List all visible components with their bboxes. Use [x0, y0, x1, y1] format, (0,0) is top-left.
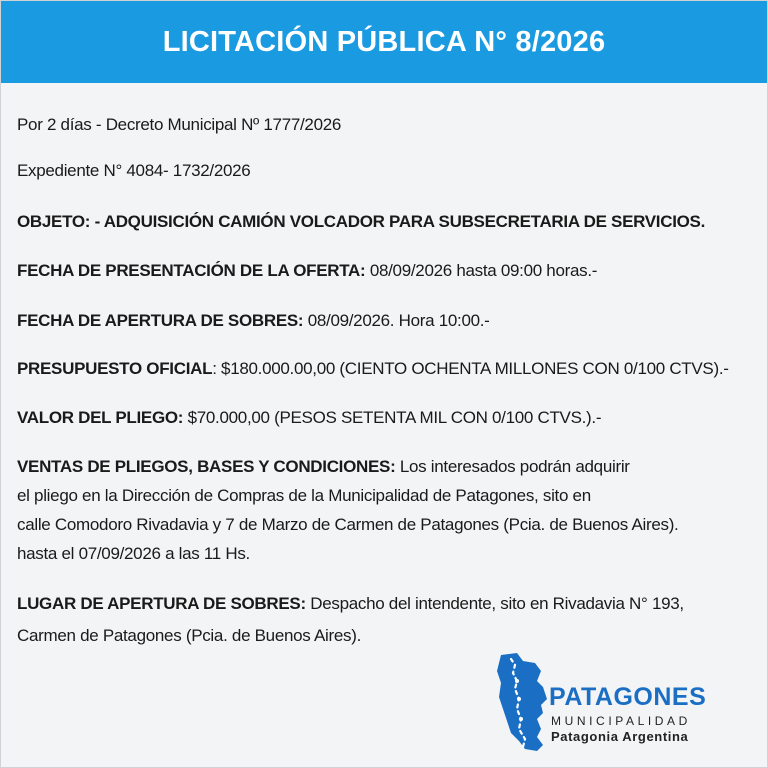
presentacion-value: 08/09/2026 hasta 09:00 horas.-: [365, 261, 598, 280]
apertura-line: [17, 309, 490, 333]
title-banner: [1, 1, 767, 83]
expediente-line: Expediente N° 4084- 1732/2026: [17, 161, 251, 180]
ventas-value-1: Los interesados podrán adquirir: [395, 457, 630, 476]
logo-region: Patagonia Argentina: [551, 729, 689, 744]
patagones-logo: [497, 653, 727, 753]
presentacion-line: [17, 259, 597, 283]
apertura-label: FECHA DE APERTURA DE SOBRES:: [17, 311, 304, 330]
lugar-label: LUGAR DE APERTURA DE SOBRES:: [17, 594, 306, 613]
logo-name: PATAGONES: [549, 683, 707, 711]
notice-title: LICITACIÓN PÚBLICA N° 8/2026: [162, 25, 606, 58]
ventas-line-4: hasta el 07/09/2026 a las 11 Hs.: [17, 544, 250, 563]
ventas-line-2: el pliego en la Dirección de Compras de la Municipalidad de Patagones, sito en: [17, 486, 591, 505]
lugar-line-2: Carmen de Patagones (Pcia. de Buenos Aires).: [17, 626, 361, 645]
lugar-line-1: [17, 592, 684, 616]
apertura-value: 08/09/2026. Hora 10:00.-: [303, 311, 490, 330]
pliego-value: $70.000,00 (PESOS SETENTA MIL CON 0/100 CTVS.).-: [183, 408, 602, 427]
pliego-label: VALOR DEL PLIEGO:: [17, 408, 184, 427]
pliego-line: [17, 406, 601, 430]
ventas-line-3: calle Comodoro Rivadavia y 7 de Marzo de Carmen de Patagones (Pcia. de Buenos Aires).: [17, 515, 679, 534]
presupuesto-value: : $180.000.00,00 (CIENTO OCHENTA MILLONES CON 0/100 CTVS).-: [212, 359, 729, 378]
patagones-map-icon: [497, 653, 557, 753]
objeto-line: [17, 210, 705, 234]
ventas-line-1: [17, 455, 630, 479]
presentacion-label: FECHA DE PRESENTACIÓN DE LA OFERTA:: [17, 261, 366, 280]
objeto-label: OBJETO: - ADQUISICIÓN CAMIÓN VOLCADOR PARA SUBSECRETARIA DE SERVICIOS.: [17, 212, 706, 231]
presupuesto-line: [17, 357, 729, 381]
ventas-label: VENTAS DE PLIEGOS, BASES Y CONDICIONES:: [17, 457, 396, 476]
decree-line: Por 2 días - Decreto Municipal Nº 1777/2026: [17, 115, 342, 134]
lugar-value-1: Despacho del intendente, sito en Rivadavia N° 193,: [305, 594, 684, 613]
logo-subtitle: MUNICIPALIDAD: [551, 714, 691, 728]
presupuesto-label: PRESUPUESTO OFICIAL: [17, 359, 213, 378]
